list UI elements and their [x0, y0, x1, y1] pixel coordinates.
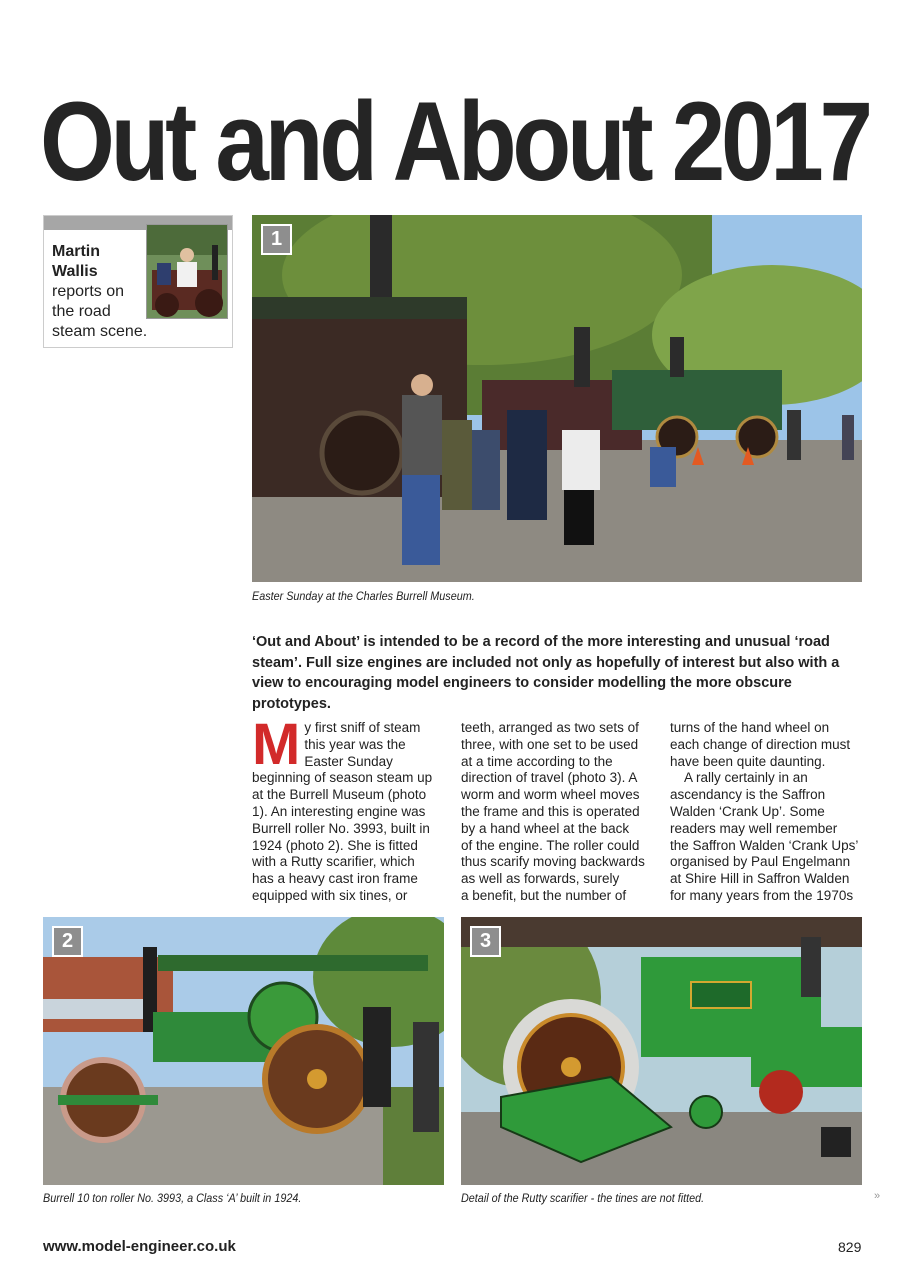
body-line: the Saffron Walden ‘Crank Ups’ — [670, 837, 859, 853]
body-line: teeth, arranged as two sets of — [461, 720, 639, 735]
body-line: this year was the — [304, 736, 406, 752]
body-line: A rally certainly in an — [684, 770, 808, 786]
body-line: for many years from the 1970s — [670, 887, 854, 903]
body-line: readers may well remember — [670, 820, 838, 836]
author-photo — [146, 224, 228, 319]
body-line: 1924 (photo 2). She is fitted — [252, 837, 418, 853]
page-title: Out and About 2017 — [40, 79, 869, 204]
author-tagline-1: reports on — [52, 283, 125, 300]
body-line: a benefit, but the number of — [461, 887, 627, 903]
body-line: Walden ‘Crank Up’. Some — [670, 803, 825, 819]
photo-number-badge: 1 — [261, 224, 292, 255]
body-line: equipped with six tines, or — [252, 887, 408, 903]
body-line: Easter Sunday — [304, 753, 393, 769]
author-tagline-3: steam scene. — [52, 323, 148, 340]
photo-3 — [461, 917, 862, 1185]
continue-arrow-icon: » — [874, 1190, 881, 1202]
body-column-1 — [252, 720, 447, 906]
photo-3-caption: Detail of the Rutty scarifier - the tines are not fitted. — [461, 1191, 705, 1205]
body-line: at the Burrell Museum (photo — [252, 787, 427, 803]
body-line: y first sniff of steam — [304, 720, 421, 735]
author-tagline-2: the road — [52, 303, 111, 320]
photo-number-badge: 3 — [470, 926, 501, 957]
body-line: as well as forwards, surely — [461, 871, 620, 887]
body-column-3 — [670, 720, 865, 906]
body-column-2 — [461, 720, 656, 906]
body-line: ascendancy is the Saffron — [670, 787, 826, 803]
body-line: by a hand wheel at the back — [461, 820, 630, 836]
drop-cap: M — [252, 720, 301, 777]
body-line: has a heavy cast iron frame — [252, 871, 418, 887]
photo-number-badge: 2 — [52, 926, 83, 957]
intro-paragraph: ‘Out and About’ is intended to be a record of the more interesting and unusual ‘road steam’. Full size engines are included not only as hopefully of interest but also with a view to encouraging model engineers to consider modelling the more obscure prototypes. — [252, 634, 840, 712]
body-line: three, with one set to be used — [461, 736, 639, 752]
photo-1 — [252, 215, 862, 582]
body-line: of the engine. The roller could — [461, 837, 640, 853]
body-line: beginning of season steam up — [252, 770, 433, 786]
photo-2-caption: Burrell 10 ton roller No. 3993, a Class ‘A’ built in 1924. — [43, 1191, 302, 1205]
body-line: the frame and this is operated — [461, 803, 640, 819]
body-line: have been quite daunting. — [670, 753, 826, 769]
body-line: Burrell roller No. 3993, built in — [252, 820, 430, 836]
body-line: turns of the hand wheel on — [670, 720, 830, 735]
body-line: 1). An interesting engine was — [252, 803, 426, 819]
body-line: each change of direction must — [670, 736, 851, 752]
photo-1-caption: Easter Sunday at the Charles Burrell Museum. — [252, 589, 475, 603]
body-line: thus scarify moving backwards — [461, 854, 645, 870]
body-line: direction of travel (photo 3). A — [461, 770, 638, 786]
author-name-last: Wallis — [52, 263, 98, 280]
body-line: worm and worm wheel moves — [461, 787, 640, 803]
body-line: at Shire Hill in Saffron Walden — [670, 871, 850, 887]
photo-2 — [43, 917, 444, 1185]
body-line: with a Rutty scarifier, which — [252, 854, 415, 870]
body-line: organised by Paul Engelmann — [670, 854, 851, 870]
page-number: 829 — [838, 1239, 862, 1255]
body-line: at a time according to the — [461, 753, 613, 769]
author-byline — [52, 242, 147, 342]
footer-website-url[interactable]: www.model-engineer.co.uk — [43, 1238, 236, 1255]
author-box — [43, 215, 233, 348]
author-name-first: Martin — [52, 243, 100, 260]
